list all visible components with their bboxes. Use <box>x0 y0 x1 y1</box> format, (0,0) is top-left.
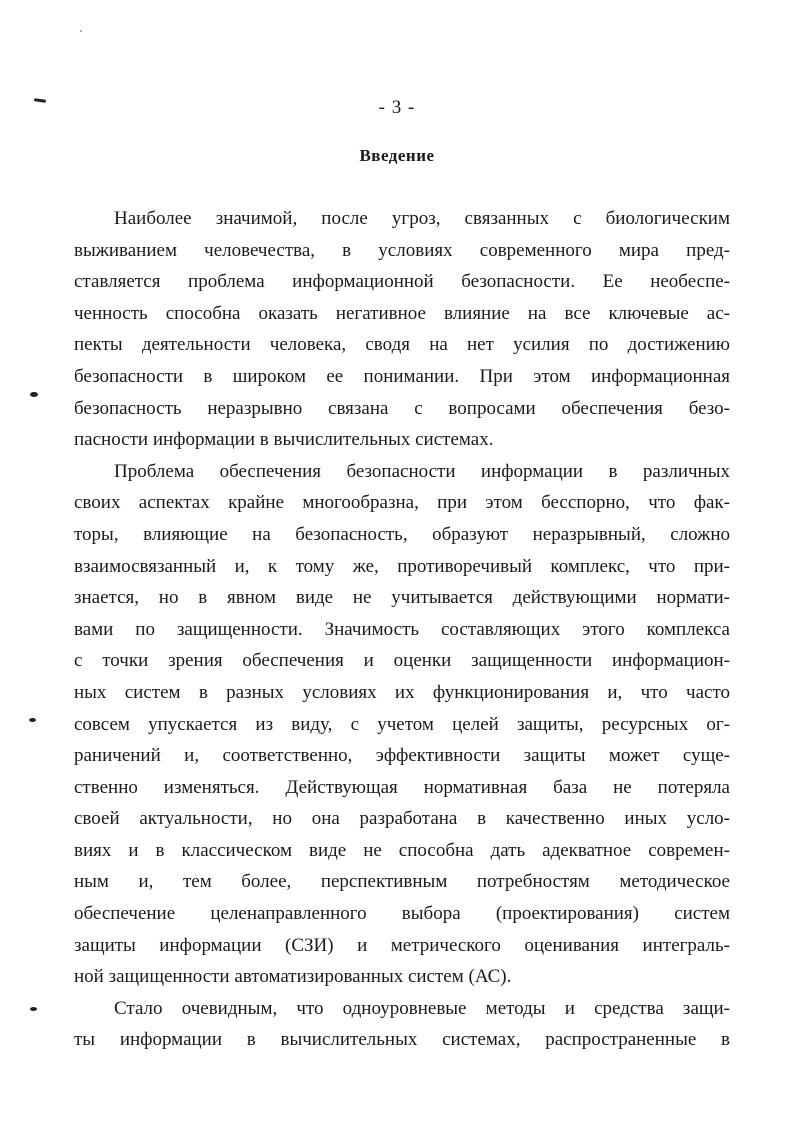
text-line: безопасность неразрывно связана с вопросами обеспечения безо- <box>74 397 730 419</box>
text-line: обеспечение целенаправленного выбора (проектирования) систем <box>74 903 730 925</box>
text-line: своей актуальности, но она разработана в качественно иных усло- <box>74 808 730 830</box>
text-line: вами по защищенности. Значимость составляющих этого комплекса <box>74 618 730 640</box>
text-line: пекты деятельности человека, сводя на нет усилия по достижению <box>74 334 730 356</box>
section-title: Введение <box>359 146 435 165</box>
scan-speck <box>80 30 82 32</box>
text-line: Наиболее значимой, после угроз, связанных с биологическим <box>114 208 730 229</box>
text-line: Стало очевидным, что одноуровневые методы и средства защи- <box>114 997 730 1019</box>
text-line: ственно изменяться. Действующая нормативная база не потеряла <box>74 776 730 798</box>
paragraph-1 <box>74 203 730 456</box>
page-number: - 3 - <box>378 97 416 118</box>
text-line: Проблема обеспечения безопасности информации в различных <box>114 460 730 482</box>
text-line: ной защищенности автоматизированных систем (АС). <box>74 966 512 988</box>
text-line: совсем упускается из виду, с учетом целей защиты, ресурсных ог- <box>74 713 730 735</box>
text-line: знается, но в явном виде не учитывается действующими нормати- <box>74 587 730 609</box>
body-text <box>74 203 730 1056</box>
text-line: ставляется проблема информационной безопасности. Ее необеспе- <box>74 271 730 293</box>
text-line: пасности информации в вычислительных системах. <box>74 429 494 451</box>
text-line: с точки зрения обеспечения и оценки защищенности информацион- <box>74 650 730 672</box>
text-line: защиты информации (СЗИ) и метрического оценивания интеграль- <box>74 934 730 956</box>
scan-mark-2 <box>30 392 38 397</box>
text-line: безопасности в широком ее понимании. При этом информационная <box>74 365 730 387</box>
text-line: своих аспектах крайне многообразна, при этом бесспорно, что фак- <box>74 492 730 514</box>
text-line: ты информации в вычислительных системах, распространенные в <box>74 1029 730 1051</box>
paragraph-2 <box>74 456 730 993</box>
text-line: раничений и, соответственно, эффективности защиты может суще- <box>74 745 730 767</box>
text-line: торы, влияющие на безопасность, образуют неразрывный, сложно <box>74 523 730 545</box>
paragraph-3 <box>74 993 730 1056</box>
scan-mark-4 <box>30 1007 37 1011</box>
scan-mark-3 <box>29 718 36 722</box>
text-line: ным и, тем более, перспективным потребностям методическое <box>74 871 730 893</box>
text-line: ных систем в разных условиях их функционирования и, что часто <box>74 681 730 703</box>
text-line: взаимосвязанный и, к тому же, противоречивый комплекс, что при- <box>74 555 730 577</box>
text-line: ченность способна оказать негативное влияние на все ключевые ас- <box>74 302 730 324</box>
text-line: виях и в классическом виде не способна дать адекватное современ- <box>74 839 730 861</box>
text-line: выживанием человечества, в условиях современного мира пред- <box>74 239 730 261</box>
